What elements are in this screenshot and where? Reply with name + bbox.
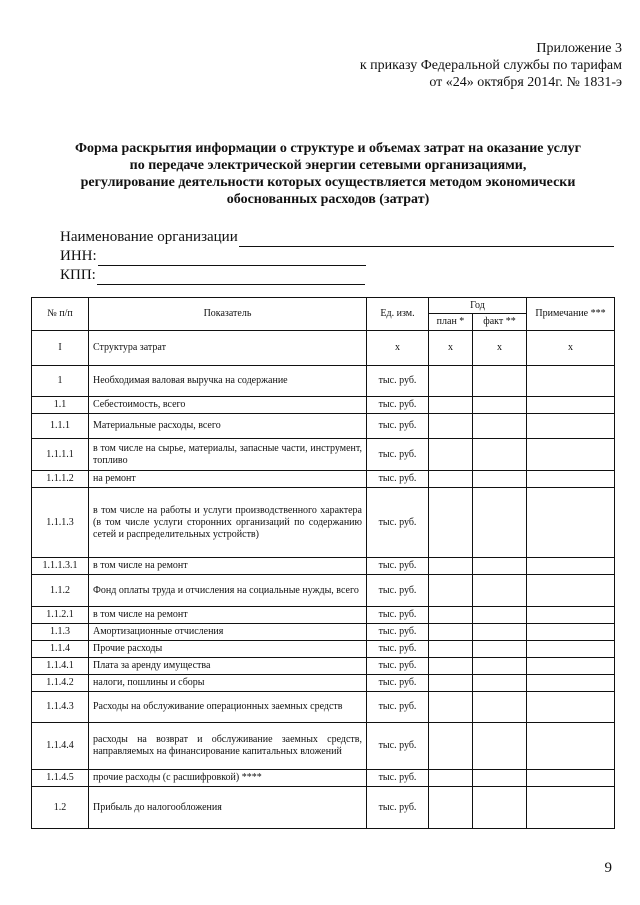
org-name-blank	[239, 232, 614, 247]
row-number: 1.1.1	[32, 414, 89, 439]
row-plan-value	[429, 439, 473, 471]
row-note	[527, 439, 615, 471]
row-indicator: Фонд оплаты труда и отчисления на социальные нужды, всего	[89, 575, 367, 607]
row-indicator: расходы на возврат и обслуживание заемных средств, направляемых на финансирование капитальных вложений	[89, 723, 367, 770]
header-fact: факт **	[473, 314, 527, 331]
row-number: 1.1.4.3	[32, 692, 89, 723]
row-plan-value	[429, 488, 473, 558]
title-line: обоснованных расходов (затрат)	[226, 192, 430, 207]
row-fact-value	[473, 366, 527, 397]
row-number: 1.1.2.1	[32, 607, 89, 624]
row-note	[527, 607, 615, 624]
table-row	[32, 558, 615, 575]
appendix-line: к приказу Федеральной службы по тарифам	[359, 58, 622, 73]
row-indicator: в том числе на работы и услуги производственного характера (в том числе услуги сторонних организаций по содержанию сетей и распределительных устройств)	[89, 488, 367, 558]
header-indicator: Показатель	[89, 298, 367, 331]
row-plan-value	[429, 624, 473, 641]
row-indicator: Структура затрат	[89, 331, 367, 366]
table-row	[32, 770, 615, 787]
table-row	[32, 675, 615, 692]
table-row	[32, 471, 615, 488]
row-number: I	[32, 331, 89, 366]
row-unit: тыс. руб.	[367, 397, 429, 414]
row-number: 1.1.3	[32, 624, 89, 641]
header-year: Год	[429, 298, 527, 314]
row-indicator: Материальные расходы, всего	[89, 414, 367, 439]
org-name-label: Наименование организации	[60, 229, 238, 245]
inn-blank	[98, 251, 366, 266]
table-row	[32, 658, 615, 675]
table-row	[32, 575, 615, 607]
row-plan-value	[429, 770, 473, 787]
table-row	[32, 397, 615, 414]
row-fact-value	[473, 439, 527, 471]
row-plan-value	[429, 607, 473, 624]
row-note	[527, 471, 615, 488]
row-number: 1.1.1.3	[32, 488, 89, 558]
row-fact-value	[473, 607, 527, 624]
row-number: 1	[32, 366, 89, 397]
row-plan-value	[429, 397, 473, 414]
table-row	[32, 723, 615, 770]
row-unit: тыс. руб.	[367, 675, 429, 692]
row-plan-value	[429, 575, 473, 607]
row-number: 1.1.1.3.1	[32, 558, 89, 575]
table-row	[32, 366, 615, 397]
row-indicator: Прибыль до налогообложения	[89, 787, 367, 829]
row-plan-value: х	[429, 331, 473, 366]
row-unit: тыс. руб.	[367, 787, 429, 829]
row-number: 1.1	[32, 397, 89, 414]
row-note	[527, 641, 615, 658]
row-unit: тыс. руб.	[367, 414, 429, 439]
row-fact-value: х	[473, 331, 527, 366]
row-number: 1.1.4	[32, 641, 89, 658]
row-indicator: в том числе на ремонт	[89, 607, 367, 624]
row-indicator: Амортизационные отчисления	[89, 624, 367, 641]
title-line: Форма раскрытия информации о структуре и объемах затрат на оказание услуг	[74, 141, 582, 156]
kpp-row	[60, 266, 614, 285]
row-plan-value	[429, 641, 473, 658]
row-fact-value	[473, 414, 527, 439]
row-number: 1.1.4.5	[32, 770, 89, 787]
row-fact-value	[473, 658, 527, 675]
row-unit: тыс. руб.	[367, 607, 429, 624]
row-unit: тыс. руб.	[367, 770, 429, 787]
inn-row	[60, 247, 614, 266]
table-row	[32, 607, 615, 624]
row-fact-value	[473, 723, 527, 770]
row-fact-value	[473, 575, 527, 607]
table-row	[32, 787, 615, 829]
table-row	[32, 439, 615, 471]
row-indicator: Необходимая валовая выручка на содержание	[89, 366, 367, 397]
row-fact-value	[473, 471, 527, 488]
row-fact-value	[473, 675, 527, 692]
row-unit: тыс. руб.	[367, 723, 429, 770]
document-title	[48, 140, 608, 208]
inn-label: ИНН:	[60, 248, 97, 264]
row-unit: тыс. руб.	[367, 624, 429, 641]
header-note: Примечание ***	[527, 298, 615, 331]
title-line: регулирование деятельности которых осуществляется методом экономически	[80, 175, 576, 190]
row-number: 1.2	[32, 787, 89, 829]
row-number: 1.1.2	[32, 575, 89, 607]
row-unit: тыс. руб.	[367, 488, 429, 558]
row-note	[527, 366, 615, 397]
row-unit: тыс. руб.	[367, 641, 429, 658]
header-unit: Ед. изм.	[367, 298, 429, 331]
table-row	[32, 692, 615, 723]
table-row	[32, 488, 615, 558]
row-note	[527, 675, 615, 692]
row-number: 1.1.4.4	[32, 723, 89, 770]
row-note	[527, 414, 615, 439]
row-note	[527, 397, 615, 414]
row-note	[527, 488, 615, 558]
row-fact-value	[473, 641, 527, 658]
row-plan-value	[429, 675, 473, 692]
row-unit: тыс. руб.	[367, 575, 429, 607]
row-indicator: в том числе на сырье, материалы, запасные части, инструмент, топливо	[89, 439, 367, 471]
row-fact-value	[473, 787, 527, 829]
cost-structure-table	[31, 297, 615, 829]
row-plan-value	[429, 658, 473, 675]
appendix-line: от «24» октября 2014г. № 1831-э	[429, 75, 622, 90]
row-indicator: на ремонт	[89, 471, 367, 488]
table-row	[32, 624, 615, 641]
row-unit: х	[367, 331, 429, 366]
row-unit: тыс. руб.	[367, 439, 429, 471]
row-fact-value	[473, 397, 527, 414]
row-number: 1.1.1.2	[32, 471, 89, 488]
appendix-header	[360, 40, 622, 91]
row-fact-value	[473, 488, 527, 558]
row-fact-value	[473, 770, 527, 787]
row-number: 1.1.1.1	[32, 439, 89, 471]
row-note	[527, 692, 615, 723]
row-note	[527, 770, 615, 787]
row-indicator: прочие расходы (с расшифровкой) ****	[89, 770, 367, 787]
row-fact-value	[473, 558, 527, 575]
table-row	[32, 641, 615, 658]
row-note	[527, 575, 615, 607]
row-plan-value	[429, 723, 473, 770]
row-plan-value	[429, 787, 473, 829]
header-num: № п/п	[32, 298, 89, 331]
row-plan-value	[429, 366, 473, 397]
org-name-row	[60, 228, 614, 247]
row-plan-value	[429, 414, 473, 439]
row-indicator: Плата за аренду имущества	[89, 658, 367, 675]
page-number: 9	[604, 860, 612, 876]
row-indicator: Себестоимость, всего	[89, 397, 367, 414]
row-note: х	[527, 331, 615, 366]
row-fact-value	[473, 692, 527, 723]
row-unit: тыс. руб.	[367, 692, 429, 723]
row-number: 1.1.4.1	[32, 658, 89, 675]
row-number: 1.1.4.2	[32, 675, 89, 692]
row-note	[527, 558, 615, 575]
row-indicator: в том числе на ремонт	[89, 558, 367, 575]
row-plan-value	[429, 692, 473, 723]
kpp-blank	[97, 270, 365, 285]
header-plan: план *	[429, 314, 473, 331]
row-indicator: Расходы на обслуживание операционных заемных средств	[89, 692, 367, 723]
row-note	[527, 658, 615, 675]
row-unit: тыс. руб.	[367, 471, 429, 488]
row-indicator: налоги, пошлины и сборы	[89, 675, 367, 692]
row-fact-value	[473, 624, 527, 641]
table-row	[32, 414, 615, 439]
organization-fields	[60, 228, 614, 285]
row-unit: тыс. руб.	[367, 658, 429, 675]
kpp-label: КПП:	[60, 267, 96, 283]
appendix-line: Приложение 3	[536, 41, 622, 56]
title-line: по передаче электрической энергии сетевыми организациями,	[129, 158, 527, 173]
row-plan-value	[429, 558, 473, 575]
row-unit: тыс. руб.	[367, 558, 429, 575]
row-note	[527, 624, 615, 641]
row-note	[527, 723, 615, 770]
row-note	[527, 787, 615, 829]
row-indicator: Прочие расходы	[89, 641, 367, 658]
row-unit: тыс. руб.	[367, 366, 429, 397]
row-plan-value	[429, 471, 473, 488]
table-row	[32, 331, 615, 366]
